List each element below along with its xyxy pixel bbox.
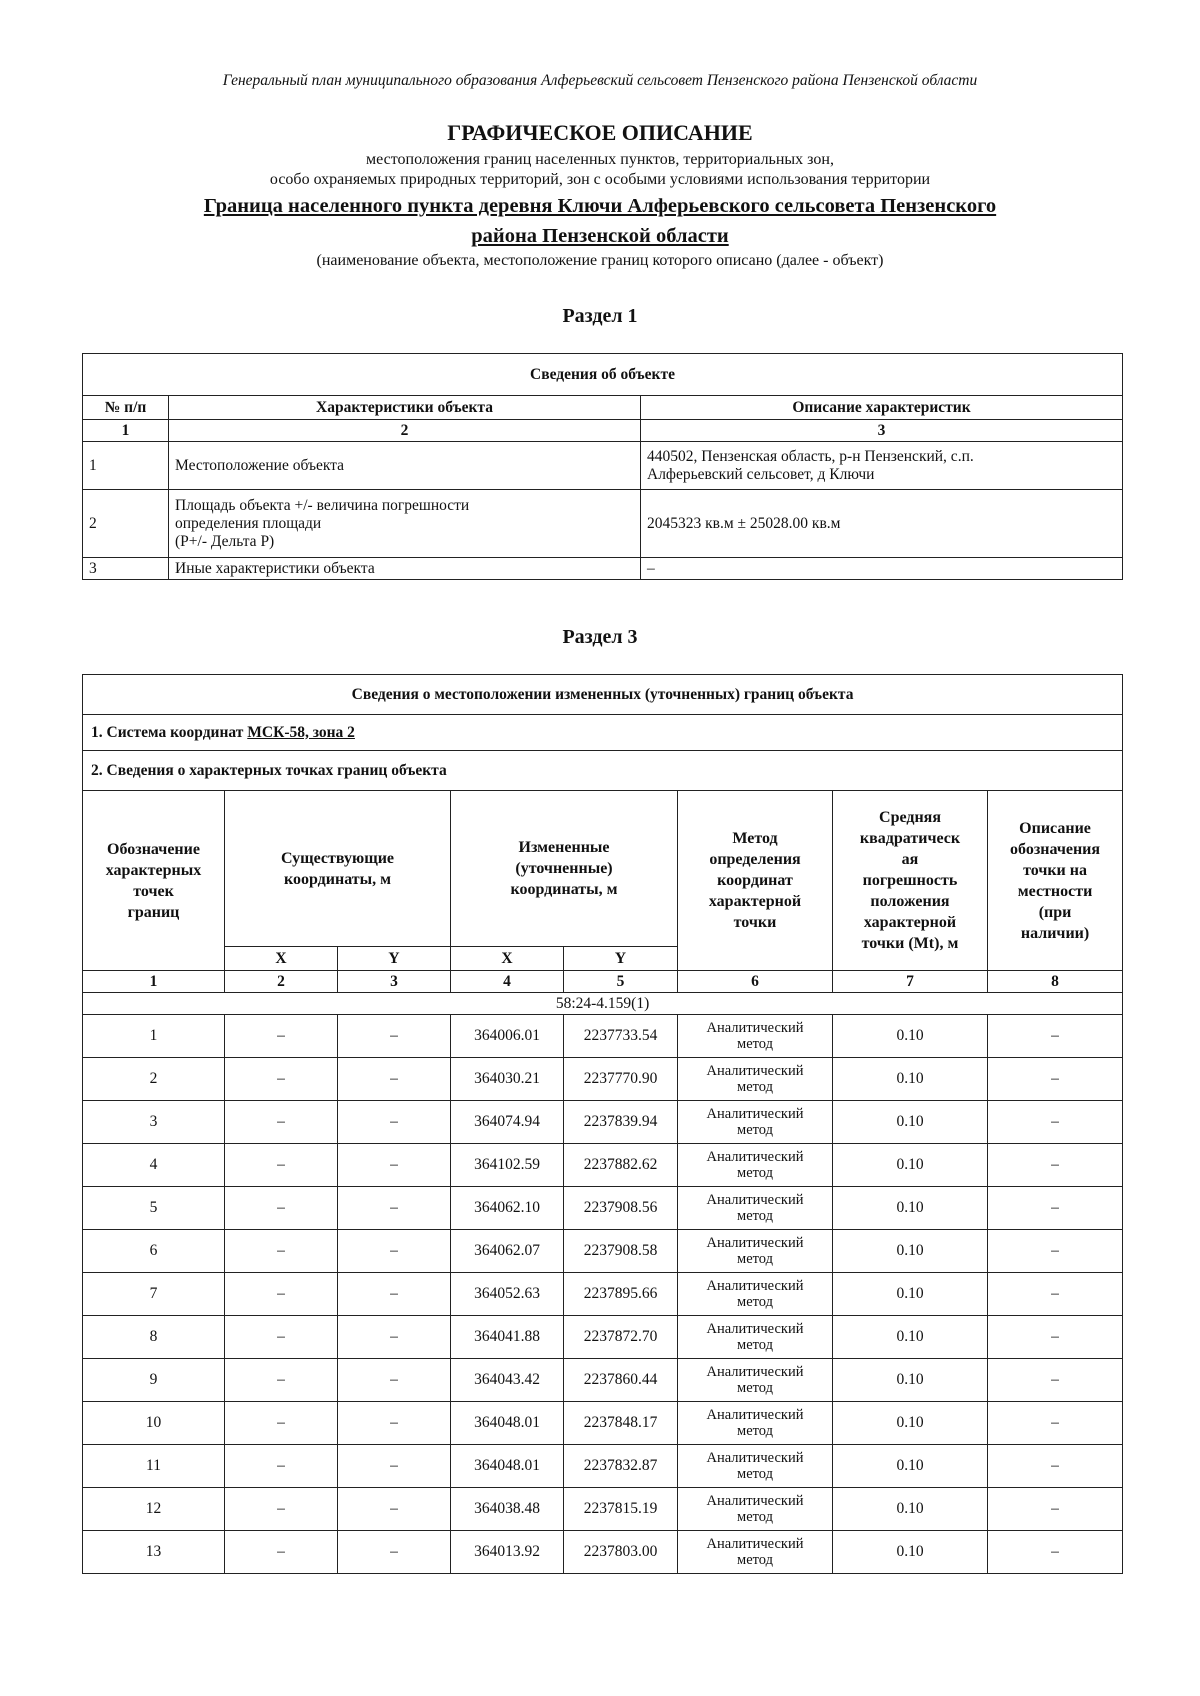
changed-x: 364048.01 [451, 1445, 564, 1488]
existing-y: – [338, 1316, 451, 1359]
existing-x: – [225, 1101, 338, 1144]
column-number: 8 [988, 971, 1123, 993]
existing-x: – [225, 1144, 338, 1187]
method-line: метод [737, 1466, 773, 1482]
method [678, 1058, 833, 1101]
method-line: метод [737, 1251, 773, 1267]
point-number: 11 [83, 1445, 225, 1488]
header-line: Средняя [879, 809, 941, 826]
existing-x: – [225, 1445, 338, 1488]
existing-x: – [225, 1359, 338, 1402]
column-header: Характеристики объекта [169, 396, 641, 420]
point-number: 7 [83, 1273, 225, 1316]
existing-x: – [225, 1316, 338, 1359]
point-description: – [988, 1531, 1123, 1574]
running-header: Генеральный план муниципального образования Алферьевский сельсовет Пензенского района Пензенской области [222, 72, 978, 89]
header-line: обозначения [1010, 840, 1101, 858]
header-line: наличии) [1020, 924, 1090, 942]
table-row [83, 1058, 1123, 1101]
characteristic-description [641, 442, 1123, 490]
method [678, 1101, 833, 1144]
mean-square-error: 0.10 [833, 1187, 988, 1230]
table-row [83, 1015, 1123, 1058]
characteristic-name: Местоположение объекта [169, 442, 641, 490]
existing-y: – [338, 1273, 451, 1316]
existing-y: – [338, 1015, 451, 1058]
method [678, 1316, 833, 1359]
header-line: Существующие [280, 849, 395, 867]
point-number: 3 [83, 1101, 225, 1144]
changed-x: 364052.63 [451, 1273, 564, 1316]
existing-y: – [338, 1445, 451, 1488]
table-row [83, 490, 1123, 558]
point-number: 13 [83, 1531, 225, 1574]
table-row [83, 1230, 1123, 1273]
column-number: 5 [564, 971, 678, 993]
table-row [83, 442, 1123, 490]
point-description: – [988, 1058, 1123, 1101]
mean-square-error: 0.10 [833, 1445, 988, 1488]
changed-x: 364030.21 [451, 1058, 564, 1101]
changed-y: 2237803.00 [564, 1531, 678, 1574]
method [678, 1488, 833, 1531]
point-description: – [988, 1402, 1123, 1445]
mean-square-error: 0.10 [833, 1273, 988, 1316]
header-line: Метод [732, 830, 778, 847]
table-row [83, 558, 1123, 580]
header-y: Y [564, 947, 678, 971]
existing-y: – [338, 1402, 451, 1445]
changed-y: 2237908.56 [564, 1187, 678, 1230]
existing-x: – [225, 1273, 338, 1316]
point-number: 8 [83, 1316, 225, 1359]
changed-x: 364062.07 [451, 1230, 564, 1273]
object-caption: (наименование объекта, местоположение границ которого описано (далее - объект) [316, 252, 884, 269]
header-changed-coordinates [451, 791, 678, 947]
description-line: 440502, Пензенская область, р-н Пензенский, с.п. [647, 447, 974, 465]
method [678, 1187, 833, 1230]
subtitle-line-2: особо охраняемых природных территорий, зон с особыми условиями использования территории [269, 171, 931, 188]
header-line: точки [733, 914, 777, 931]
method-line: Аналитический [706, 1192, 804, 1208]
existing-x: – [225, 1488, 338, 1531]
table-row [83, 1402, 1123, 1445]
method-line: метод [737, 1294, 773, 1310]
point-description: – [988, 1230, 1123, 1273]
method-line: Аналитический [706, 1493, 804, 1509]
changed-x: 364102.59 [451, 1144, 564, 1187]
description-line: Алферьевский сельсовет, д Ключи [647, 465, 875, 483]
changed-y: 2237908.58 [564, 1230, 678, 1273]
changed-y: 2237733.54 [564, 1015, 678, 1058]
method [678, 1273, 833, 1316]
existing-y: – [338, 1230, 451, 1273]
point-description: – [988, 1488, 1123, 1531]
point-description: – [988, 1015, 1123, 1058]
changed-y: 2237770.90 [564, 1058, 678, 1101]
column-number: 6 [678, 971, 833, 993]
title-block [0, 120, 1200, 271]
mean-square-error: 0.10 [833, 1144, 988, 1187]
existing-y: – [338, 1187, 451, 1230]
mean-square-error: 0.10 [833, 1488, 988, 1531]
changed-x: 364013.92 [451, 1531, 564, 1574]
changed-x: 364074.94 [451, 1101, 564, 1144]
method-line: метод [737, 1165, 773, 1181]
existing-x: – [225, 1230, 338, 1273]
column-number: 2 [169, 420, 641, 442]
changed-y: 2237860.44 [564, 1359, 678, 1402]
method-line: метод [737, 1423, 773, 1439]
table-row [83, 1531, 1123, 1574]
column-number: 1 [83, 420, 169, 442]
changed-x: 364062.10 [451, 1187, 564, 1230]
existing-x: – [225, 1058, 338, 1101]
mean-square-error: 0.10 [833, 1359, 988, 1402]
header-line: Измененные [518, 839, 610, 856]
header-line: характерной [863, 914, 957, 931]
mean-square-error: 0.10 [833, 1402, 988, 1445]
header-x: X [451, 947, 564, 971]
method [678, 1144, 833, 1187]
table-row [83, 1445, 1123, 1488]
existing-y: – [338, 1101, 451, 1144]
method-line: Аналитический [706, 1407, 804, 1423]
method-line: метод [737, 1208, 773, 1224]
header-mean-square-error [833, 791, 988, 971]
points-table-title: Сведения о местоположении измененных (уточненных) границ объекта [83, 675, 1123, 715]
point-number: 4 [83, 1144, 225, 1187]
mean-square-error: 0.10 [833, 1316, 988, 1359]
changed-y: 2237872.70 [564, 1316, 678, 1359]
subtitle-line-1: местоположения границ населенных пунктов, территориальных зон, [366, 151, 834, 168]
parcel-group-label: 58:24-4.159(1) [83, 993, 1123, 1015]
coordinate-system-value: МСК-58, зона 2 [247, 723, 355, 741]
point-number: 5 [83, 1187, 225, 1230]
method-line: метод [737, 1122, 773, 1138]
existing-y: – [338, 1359, 451, 1402]
point-description: – [988, 1187, 1123, 1230]
header-point-description [988, 791, 1123, 971]
column-number: 1 [83, 971, 225, 993]
point-number: 9 [83, 1359, 225, 1402]
characteristic-name: Иные характеристики объекта [169, 558, 641, 580]
point-number: 2 [83, 1058, 225, 1101]
name-line: Площадь объекта +/- величина погрешности [175, 496, 470, 514]
column-number: 3 [338, 971, 451, 993]
points-section-title: 2. Сведения о характерных точках границ объекта [83, 751, 1123, 791]
row-number: 3 [83, 558, 169, 580]
changed-x: 364043.42 [451, 1359, 564, 1402]
method [678, 1445, 833, 1488]
changed-x: 364041.88 [451, 1316, 564, 1359]
header-line: границ [127, 903, 180, 921]
header-line: положения [870, 893, 950, 910]
table-row [83, 1101, 1123, 1144]
table-row [83, 1273, 1123, 1316]
header-line: координаты, м [283, 870, 392, 888]
existing-y: – [338, 1058, 451, 1101]
point-number: 6 [83, 1230, 225, 1273]
header-line: Описание [1019, 819, 1091, 837]
point-description: – [988, 1445, 1123, 1488]
header-line: (уточненные) [515, 860, 613, 877]
changed-y: 2237839.94 [564, 1101, 678, 1144]
point-description: – [988, 1101, 1123, 1144]
header-line: Обозначение [107, 840, 200, 858]
header-line: точки на [1023, 861, 1087, 879]
method-line: Аналитический [706, 1020, 804, 1036]
changed-x: 364048.01 [451, 1402, 564, 1445]
method-line: метод [737, 1552, 773, 1568]
changed-y: 2237882.62 [564, 1144, 678, 1187]
header-point-designation [83, 791, 225, 971]
existing-x: – [225, 1402, 338, 1445]
table-row [83, 1187, 1123, 1230]
column-number: 2 [225, 971, 338, 993]
row-number: 1 [83, 442, 169, 490]
boundary-points-table [82, 674, 1123, 1574]
method-line: Аналитический [706, 1321, 804, 1337]
object-table-title: Сведения об объекте [83, 354, 1123, 396]
method [678, 1015, 833, 1058]
header-line: (при [1038, 903, 1072, 921]
coordinate-system-label: 1. Система координат [91, 723, 248, 741]
method-line: Аналитический [706, 1364, 804, 1380]
method [678, 1230, 833, 1273]
header-line: координат [717, 872, 793, 889]
header-line: координаты, м [510, 881, 618, 898]
point-description: – [988, 1144, 1123, 1187]
header-existing-coordinates [225, 791, 451, 947]
method-line: метод [737, 1509, 773, 1525]
row-number: 2 [83, 490, 169, 558]
method-line: метод [737, 1036, 773, 1052]
method-line: Аналитический [706, 1450, 804, 1466]
table-row [83, 1488, 1123, 1531]
method [678, 1359, 833, 1402]
header-method [678, 791, 833, 971]
method-line: Аналитический [706, 1106, 804, 1122]
method-line: Аналитический [706, 1235, 804, 1251]
column-header: № п/п [83, 396, 169, 420]
existing-y: – [338, 1144, 451, 1187]
mean-square-error: 0.10 [833, 1230, 988, 1273]
method-line: Аналитический [706, 1149, 804, 1165]
point-number: 1 [83, 1015, 225, 1058]
point-description: – [988, 1273, 1123, 1316]
header-line: точек [133, 882, 174, 900]
table-row [83, 1359, 1123, 1402]
changed-x: 364006.01 [451, 1015, 564, 1058]
characteristic-description: 2045323 кв.м ± 25028.00 кв.м [641, 490, 1123, 558]
header-line: характерной [708, 893, 802, 910]
method-line: Аналитический [706, 1063, 804, 1079]
header-line: точки (Mt), м [861, 935, 959, 952]
method-line: Аналитический [706, 1278, 804, 1294]
name-line: определения площади [175, 514, 322, 532]
header-line: характерных [105, 861, 202, 879]
header-line: погрешность [862, 872, 958, 889]
document-title: ГРАФИЧЕСКОЕ ОПИСАНИЕ [447, 120, 753, 145]
section-3-heading: Раздел 3 [562, 626, 638, 648]
method-line: метод [737, 1380, 773, 1396]
header-y: Y [338, 947, 451, 971]
existing-y: – [338, 1531, 451, 1574]
existing-y: – [338, 1488, 451, 1531]
method-line: Аналитический [706, 1536, 804, 1552]
section-1-heading: Раздел 1 [562, 305, 638, 327]
mean-square-error: 0.10 [833, 1015, 988, 1058]
name-line: (Р+/- Дельта Р) [175, 532, 275, 550]
header-line: определения [709, 851, 801, 868]
changed-x: 364038.48 [451, 1488, 564, 1531]
column-number: 3 [641, 420, 1123, 442]
object-name-line-1: Граница населенного пункта деревня Ключи Алферьевского сельсовета Пензенского [203, 195, 997, 217]
point-description: – [988, 1359, 1123, 1402]
characteristic-description: – [641, 558, 1123, 580]
method [678, 1531, 833, 1574]
existing-x: – [225, 1015, 338, 1058]
point-description: – [988, 1316, 1123, 1359]
method-line: метод [737, 1337, 773, 1353]
header-x: X [225, 947, 338, 971]
table-row [83, 1316, 1123, 1359]
characteristic-name [169, 490, 641, 558]
method [678, 1402, 833, 1445]
method-line: метод [737, 1079, 773, 1095]
point-number: 12 [83, 1488, 225, 1531]
table-row [83, 1144, 1123, 1187]
object-info-table [82, 353, 1123, 580]
changed-y: 2237832.87 [564, 1445, 678, 1488]
object-name-line-2: района Пензенской области [471, 225, 729, 247]
changed-y: 2237895.66 [564, 1273, 678, 1316]
existing-x: – [225, 1187, 338, 1230]
coordinate-system [83, 715, 1123, 751]
changed-y: 2237848.17 [564, 1402, 678, 1445]
column-number: 7 [833, 971, 988, 993]
mean-square-error: 0.10 [833, 1101, 988, 1144]
mean-square-error: 0.10 [833, 1058, 988, 1101]
existing-x: – [225, 1531, 338, 1574]
point-number: 10 [83, 1402, 225, 1445]
header-line: квадратическ [859, 830, 961, 847]
changed-y: 2237815.19 [564, 1488, 678, 1531]
header-line: ая [901, 851, 919, 868]
header-line: местности [1017, 882, 1093, 900]
mean-square-error: 0.10 [833, 1531, 988, 1574]
column-header: Описание характеристик [641, 396, 1123, 420]
column-number: 4 [451, 971, 564, 993]
